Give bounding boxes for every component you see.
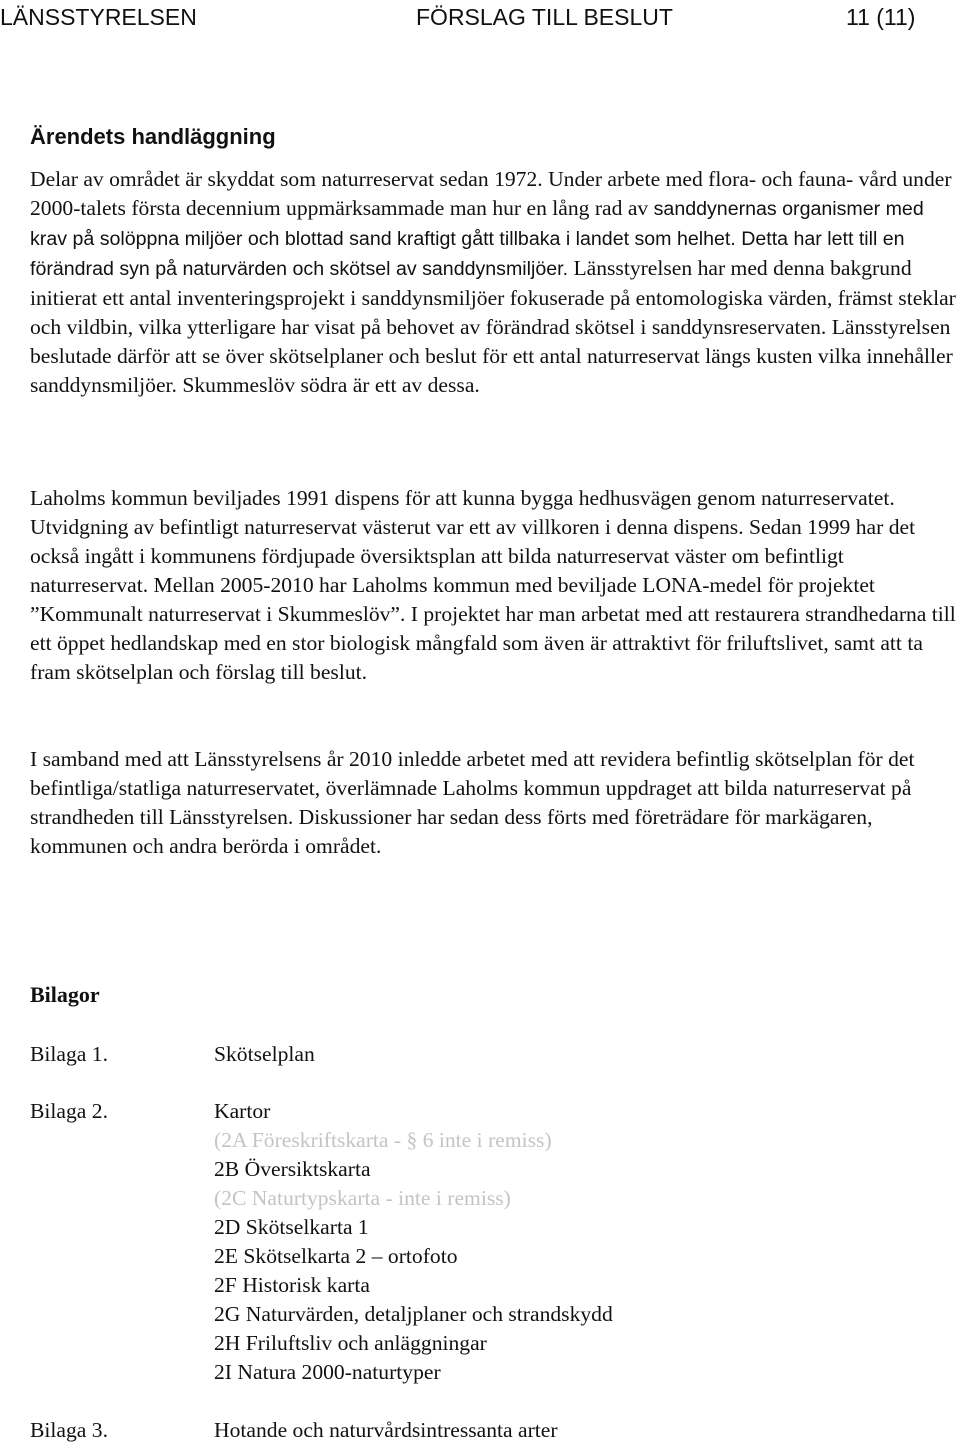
paragraph-background-part1: Delar av området är skyddat som naturreservat sedan 1972. Under arbete med flora- och fauna- vård under 2000-talets första decennium uppmärksammade man hur en lång rad av [30,167,952,220]
attachment-3-label: Bilaga 3. [30,1418,108,1442]
attachment-3-title: Hotande och naturvårdsintressanta arter [214,1418,558,1442]
paragraph-background-part2: sanddynernas organismer med krav på solöppna miljöer och blottad sand kraftigt gått tillbaka i landet som helhet. Detta har lett till en förändrad syn på naturvärden och skötsel av sanddynsmiljöer. [30,198,924,280]
list-item: (2A Föreskriftskarta - § 6 inte i remiss) [214,1128,552,1152]
page-number: 11 (11) [846,4,916,30]
map-list [214,1126,613,1387]
paragraph-revision: I samband med att Länsstyrelsens år 2010 inledde arbetet med att revidera befintlig skötselplan för det befintliga/statliga naturreservatet, överlämnade Laholms kommun uppdraget att bilda naturreservat på strandheden till Länsstyrelsen. Diskussioner har sedan dess förts med företrädare för markägaren, kommunen och andra berörda i området. [30,747,915,858]
list-item: 2I Natura 2000-naturtyper [214,1360,441,1384]
attachment-2-title: Kartor [214,1099,271,1123]
list-item: 2E Skötselkarta 2 – ortofoto [214,1244,458,1268]
paragraph-dispensation: Laholms kommun beviljades 1991 dispens för att kunna bygga hedhusvägen genom naturreservatet. Utvidgning av befintligt naturreservat västerut var ett av villkoren i denna dispens. Sedan 1999 har det också ingått i kommunens fördjupade översiktsplan att bilda naturreservat väster om befintligt naturreservat. Mellan 2005-2010 har Laholms kommun med beviljade LONA-medel för projektet ”Kommunalt naturreservat i Skummeslöv”. I projektet har man arbetat med att restaurera strandhedarna till ett öppet hedlandskap med en stor biologisk mångfald som även är attraktivt för friluftslivet, samt att ta fram skötselplan och förslag till beslut. [30,486,956,684]
paragraph-background-part3: Länsstyrelsen har med denna bakgrund initierat ett antal inventeringsprojekt i sanddynsmiljöer fokuserade på entomologiska värden, främst steklar och vildbin, vilka ytterligare har visat på behovet av förändrad skötsel i sanddynsreservaten. Länsstyrelsen beslutade därför att se över skötselplaner och beslut för ett antal naturreservat längs kusten vilka innehåller sanddynsmiljöer. Skummeslöv södra är ett av dessa. [30,256,956,397]
attachments-heading: Bilagor [30,982,100,1007]
attachment-2-label: Bilaga 2. [30,1099,108,1123]
paragraph-background [30,165,960,400]
list-item: 2D Skötselkarta 1 [214,1215,369,1239]
page-header [0,4,960,34]
attachment-1-label: Bilaga 1. [30,1042,108,1066]
attachment-1-title: Skötselplan [214,1042,315,1066]
document-type: FÖRSLAG TILL BESLUT [416,4,673,30]
list-item: 2G Naturvärden, detaljplaner och strandskydd [214,1302,613,1326]
list-item: (2C Naturtypskarta - inte i remiss) [214,1186,511,1210]
section-heading: Ärendets handläggning [30,124,276,149]
organization-name: LÄNSSTYRELSEN [0,4,197,30]
list-item: 2H Friluftsliv och anläggningar [214,1331,487,1355]
list-item: 2B Översiktskarta [214,1157,371,1181]
list-item: 2F Historisk karta [214,1273,370,1297]
